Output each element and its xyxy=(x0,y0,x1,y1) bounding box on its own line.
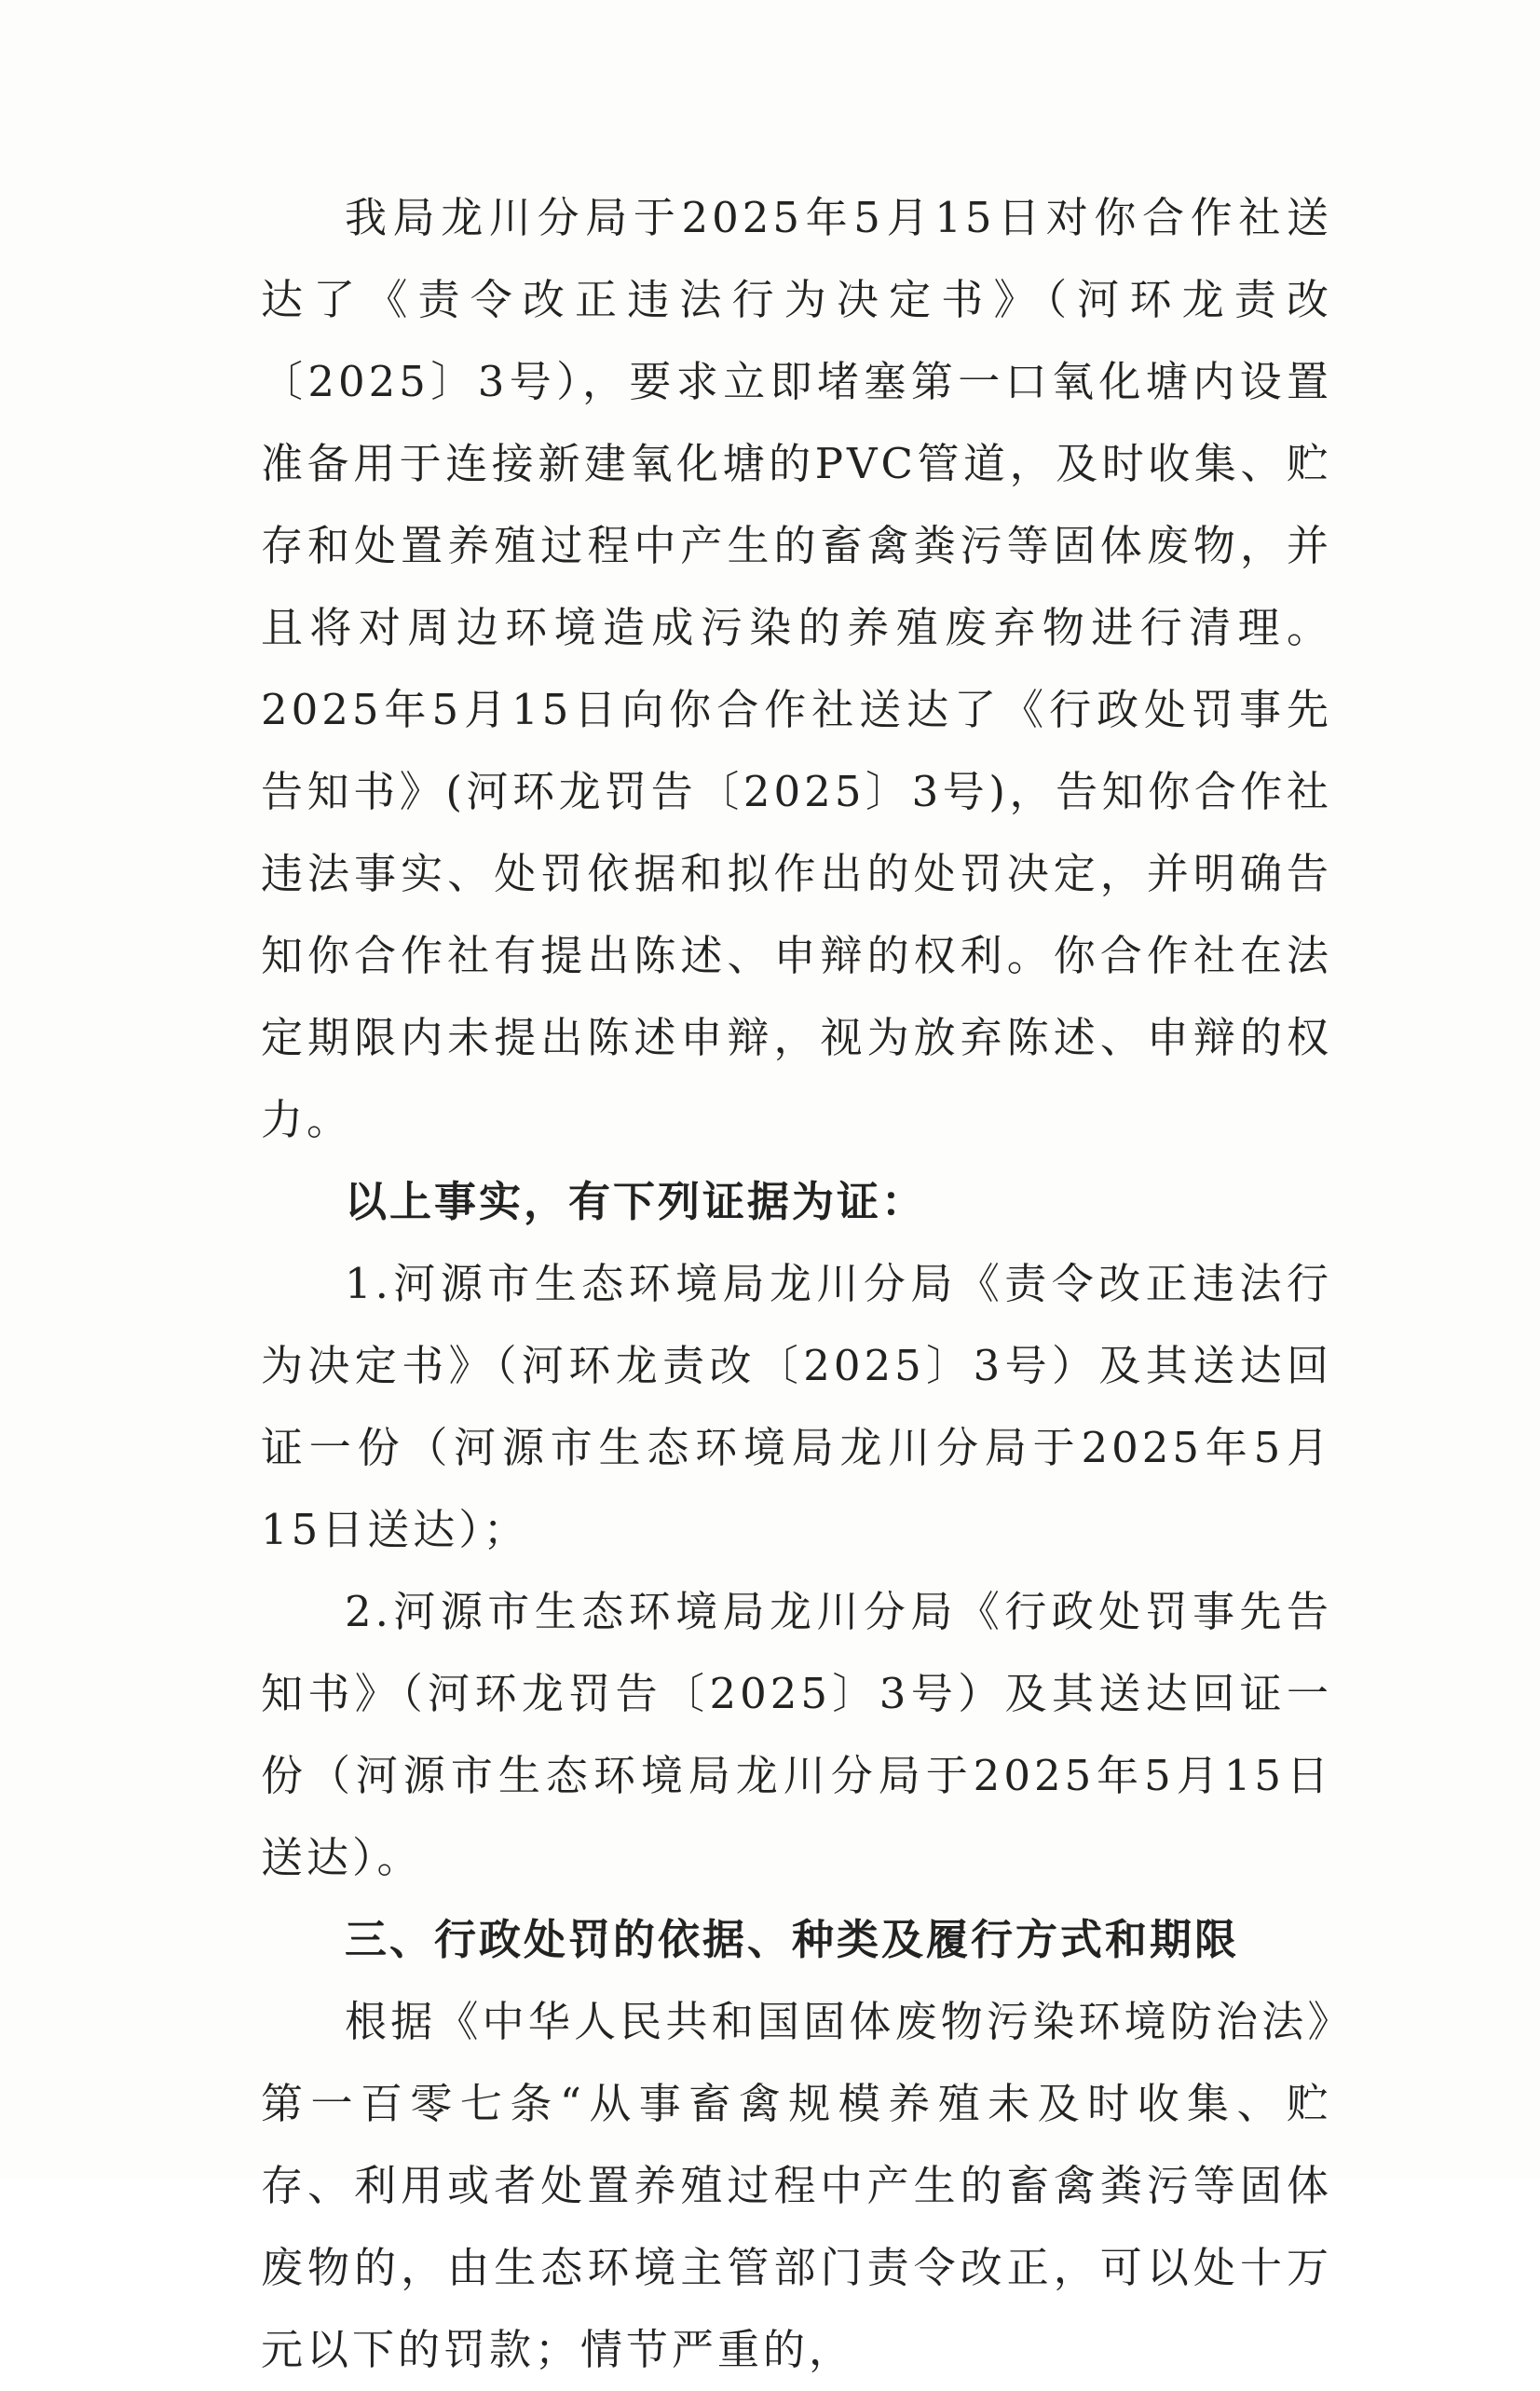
section-3-heading: 三、行政处罚的依据、种类及履行方式和期限 xyxy=(345,1915,1240,1964)
evidence-heading: 以上事实，有下列证据为证： xyxy=(345,1177,927,1226)
paragraph-delivery-facts: 我局龙川分局于2025年5月15日对你合作社送达了《责令改正违法行为决定书》（河环龙责改〔2025〕3号），要求立即堵塞第一口氧化塘内设置准备用于连接新建氧化塘的PVC管道，及时收集、贮存和处置养殖过程中产生的畜禽粪污等固体废物，并且将对周边环境造成污染的养殖废弃物进行清理。2025年5月15日向你合作社送达了《行政处罚事先告知书》(河环龙罚告〔2025〕3号)，告知你合作社违法事实、处罚依据和拟作出的处罚决定，并明确告知你合作社有提出陈述、申辩的权利。你合作社在法定期限内未提出陈述申辩，视为放弃陈述、申辩的权力。 xyxy=(261,193,1332,1144)
evidence-item-2: 2.河源市生态环境局龙川分局《行政处罚事先告知书》（河环龙罚告〔2025〕3号）及其送达回证一份（河源市生态环境局龙川分局于2025年5月15日送达）。 xyxy=(261,1587,1332,1882)
document-body xyxy=(261,177,1332,2391)
paragraph-legal-basis: 根据《中华人民共和国固体废物污染环境防治法》第一百零七条“从事畜禽规模养殖未及时收集、贮存、利用或者处置养殖过程中产生的畜禽粪污等固体废物的，由生态环境主管部门责令改正，可以处十万元以下的罚款；情节严重的， xyxy=(261,1997,1332,2374)
evidence-item-1: 1.河源市生态环境局龙川分局《责令改正违法行为决定书》（河环龙责改〔2025〕3号）及其送达回证一份（河源市生态环境局龙川分局于2025年5月15日送达）； xyxy=(261,1259,1332,1554)
